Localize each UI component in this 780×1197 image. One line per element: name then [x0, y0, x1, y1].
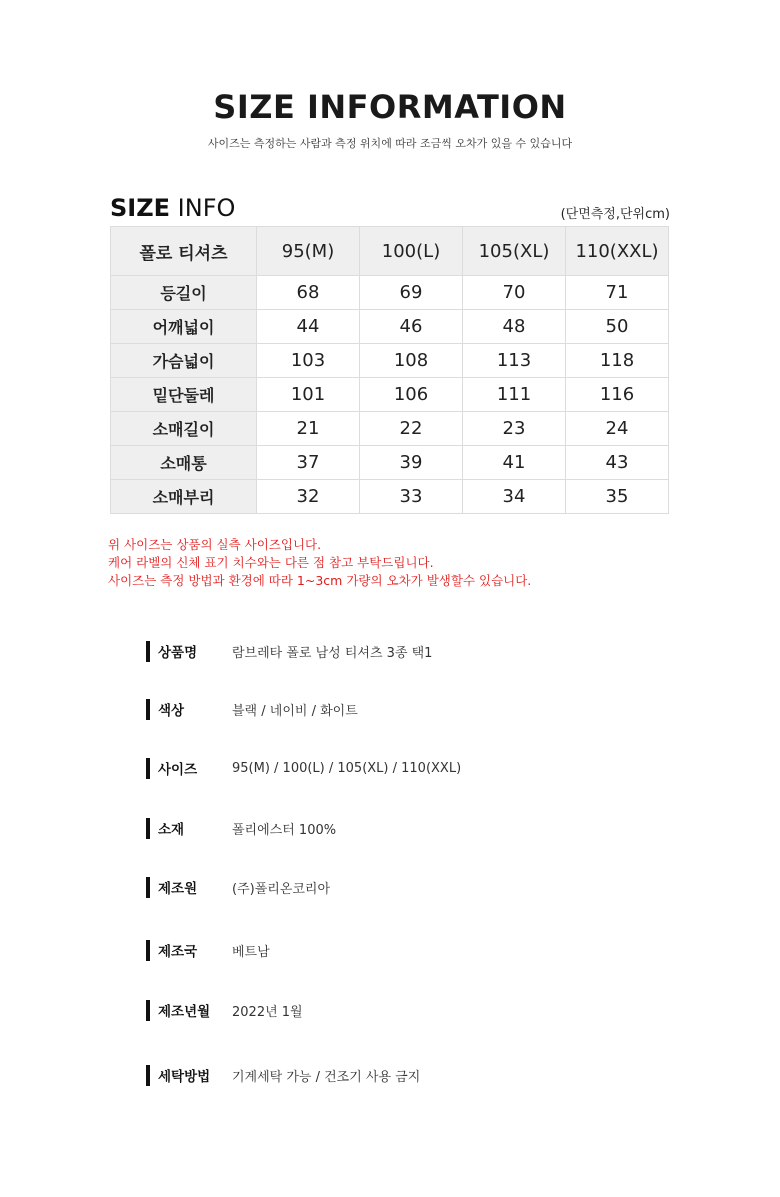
- spec-bar: [146, 877, 150, 898]
- table-row: [111, 480, 669, 514]
- spec-bar: [146, 699, 150, 720]
- spec-label: 사이즈: [158, 762, 198, 778]
- spec-label: 세탁방법: [158, 1069, 211, 1085]
- table-cell: 43: [566, 446, 669, 480]
- row-label: 소매통: [111, 446, 257, 480]
- spec-label: 색상: [158, 703, 185, 719]
- table-cell: 46: [360, 310, 463, 344]
- row-label: 등길이: [111, 276, 257, 310]
- spec-label: 제조년월: [158, 1004, 211, 1020]
- size-info-heading-light: INFO: [177, 194, 236, 222]
- size-info-heading-bold: SIZE: [110, 194, 171, 222]
- spec-value: 2022년 1월: [232, 1004, 303, 1020]
- table-row: [111, 412, 669, 446]
- size-info-heading: [110, 194, 235, 222]
- row-label: 어깨넓이: [111, 310, 257, 344]
- column-header-size: 100(L): [360, 227, 463, 276]
- size-table-header-row: [111, 227, 669, 276]
- size-note: 사이즈는 측정 방법과 환경에 따라 1~3cm 가량의 오차가 발생할수 있습니다.: [108, 573, 532, 588]
- table-cell: 118: [566, 344, 669, 378]
- table-cell: 32: [257, 480, 360, 514]
- spec-value: 블랙 / 네이비 / 화이트: [232, 703, 358, 719]
- page-title: SIZE INFORMATION: [213, 88, 567, 126]
- spec-label: 제조원: [158, 881, 198, 897]
- spec-row-size: [146, 757, 461, 779]
- column-header-size: 110(XXL): [566, 227, 669, 276]
- spec-bar: [146, 641, 150, 662]
- table-row: [111, 344, 669, 378]
- size-table: [110, 226, 669, 514]
- unit-note: (단면측정,단위cm): [560, 207, 670, 222]
- table-cell: 113: [463, 344, 566, 378]
- spec-row-product-name: [146, 640, 432, 662]
- table-cell: 103: [257, 344, 360, 378]
- spec-label: 상품명: [158, 645, 198, 661]
- spec-bar: [146, 818, 150, 839]
- table-cell: 44: [257, 310, 360, 344]
- spec-row-washing: [146, 1064, 420, 1086]
- spec-value: 베트남: [232, 944, 270, 960]
- table-row: [111, 378, 669, 412]
- size-notes: [108, 536, 531, 590]
- spec-bar: [146, 1000, 150, 1021]
- row-label: 소매부리: [111, 480, 257, 514]
- spec-value: (주)폴리온코리아: [232, 881, 331, 897]
- table-cell: 21: [257, 412, 360, 446]
- table-cell: 106: [360, 378, 463, 412]
- table-cell: 111: [463, 378, 566, 412]
- spec-label: 제조국: [158, 944, 198, 960]
- column-header-size: 95(M): [257, 227, 360, 276]
- spec-row-manufacture-date: [146, 999, 303, 1021]
- column-header-product: 폴로 티셔츠: [111, 227, 257, 276]
- table-cell: 116: [566, 378, 669, 412]
- table-cell: 37: [257, 446, 360, 480]
- table-cell: 68: [257, 276, 360, 310]
- spec-row-country: [146, 939, 270, 961]
- spec-bar: [146, 940, 150, 961]
- table-cell: 33: [360, 480, 463, 514]
- table-cell: 69: [360, 276, 463, 310]
- table-cell: 41: [463, 446, 566, 480]
- spec-bar: [146, 758, 150, 779]
- table-row: [111, 446, 669, 480]
- spec-value: 폴리에스터 100%: [232, 822, 337, 838]
- spec-row-material: [146, 817, 336, 839]
- table-row: [111, 310, 669, 344]
- table-cell: 108: [360, 344, 463, 378]
- table-cell: 35: [566, 480, 669, 514]
- spec-value: 95(M) / 100(L) / 105(XL) / 110(XXL): [232, 760, 462, 776]
- table-cell: 34: [463, 480, 566, 514]
- row-label: 밑단둘레: [111, 378, 257, 412]
- spec-label: 소재: [158, 822, 185, 838]
- table-cell: 70: [463, 276, 566, 310]
- table-cell: 50: [566, 310, 669, 344]
- row-label: 가슴넓이: [111, 344, 257, 378]
- spec-value: 람브레타 폴로 남성 티셔츠 3종 택1: [232, 645, 433, 661]
- spec-value: 기계세탁 가능 / 건조기 사용 금지: [232, 1069, 421, 1085]
- spec-row-color: [146, 698, 358, 720]
- table-cell: 23: [463, 412, 566, 446]
- spec-bar: [146, 1065, 150, 1086]
- size-note: 위 사이즈는 상품의 실측 사이즈입니다.: [108, 537, 322, 552]
- page-subtitle: 사이즈는 측정하는 사람과 측정 위치에 따라 조금씩 오차가 있을 수 있습니다: [207, 137, 573, 150]
- table-cell: 39: [360, 446, 463, 480]
- table-cell: 101: [257, 378, 360, 412]
- size-note: 케어 라벨의 신체 표기 치수와는 다른 점 참고 부탁드립니다.: [108, 555, 434, 570]
- row-label: 소매길이: [111, 412, 257, 446]
- table-cell: 22: [360, 412, 463, 446]
- table-row: [111, 276, 669, 310]
- table-cell: 48: [463, 310, 566, 344]
- table-cell: 71: [566, 276, 669, 310]
- column-header-size: 105(XL): [463, 227, 566, 276]
- spec-row-manufacturer: [146, 876, 330, 898]
- table-cell: 24: [566, 412, 669, 446]
